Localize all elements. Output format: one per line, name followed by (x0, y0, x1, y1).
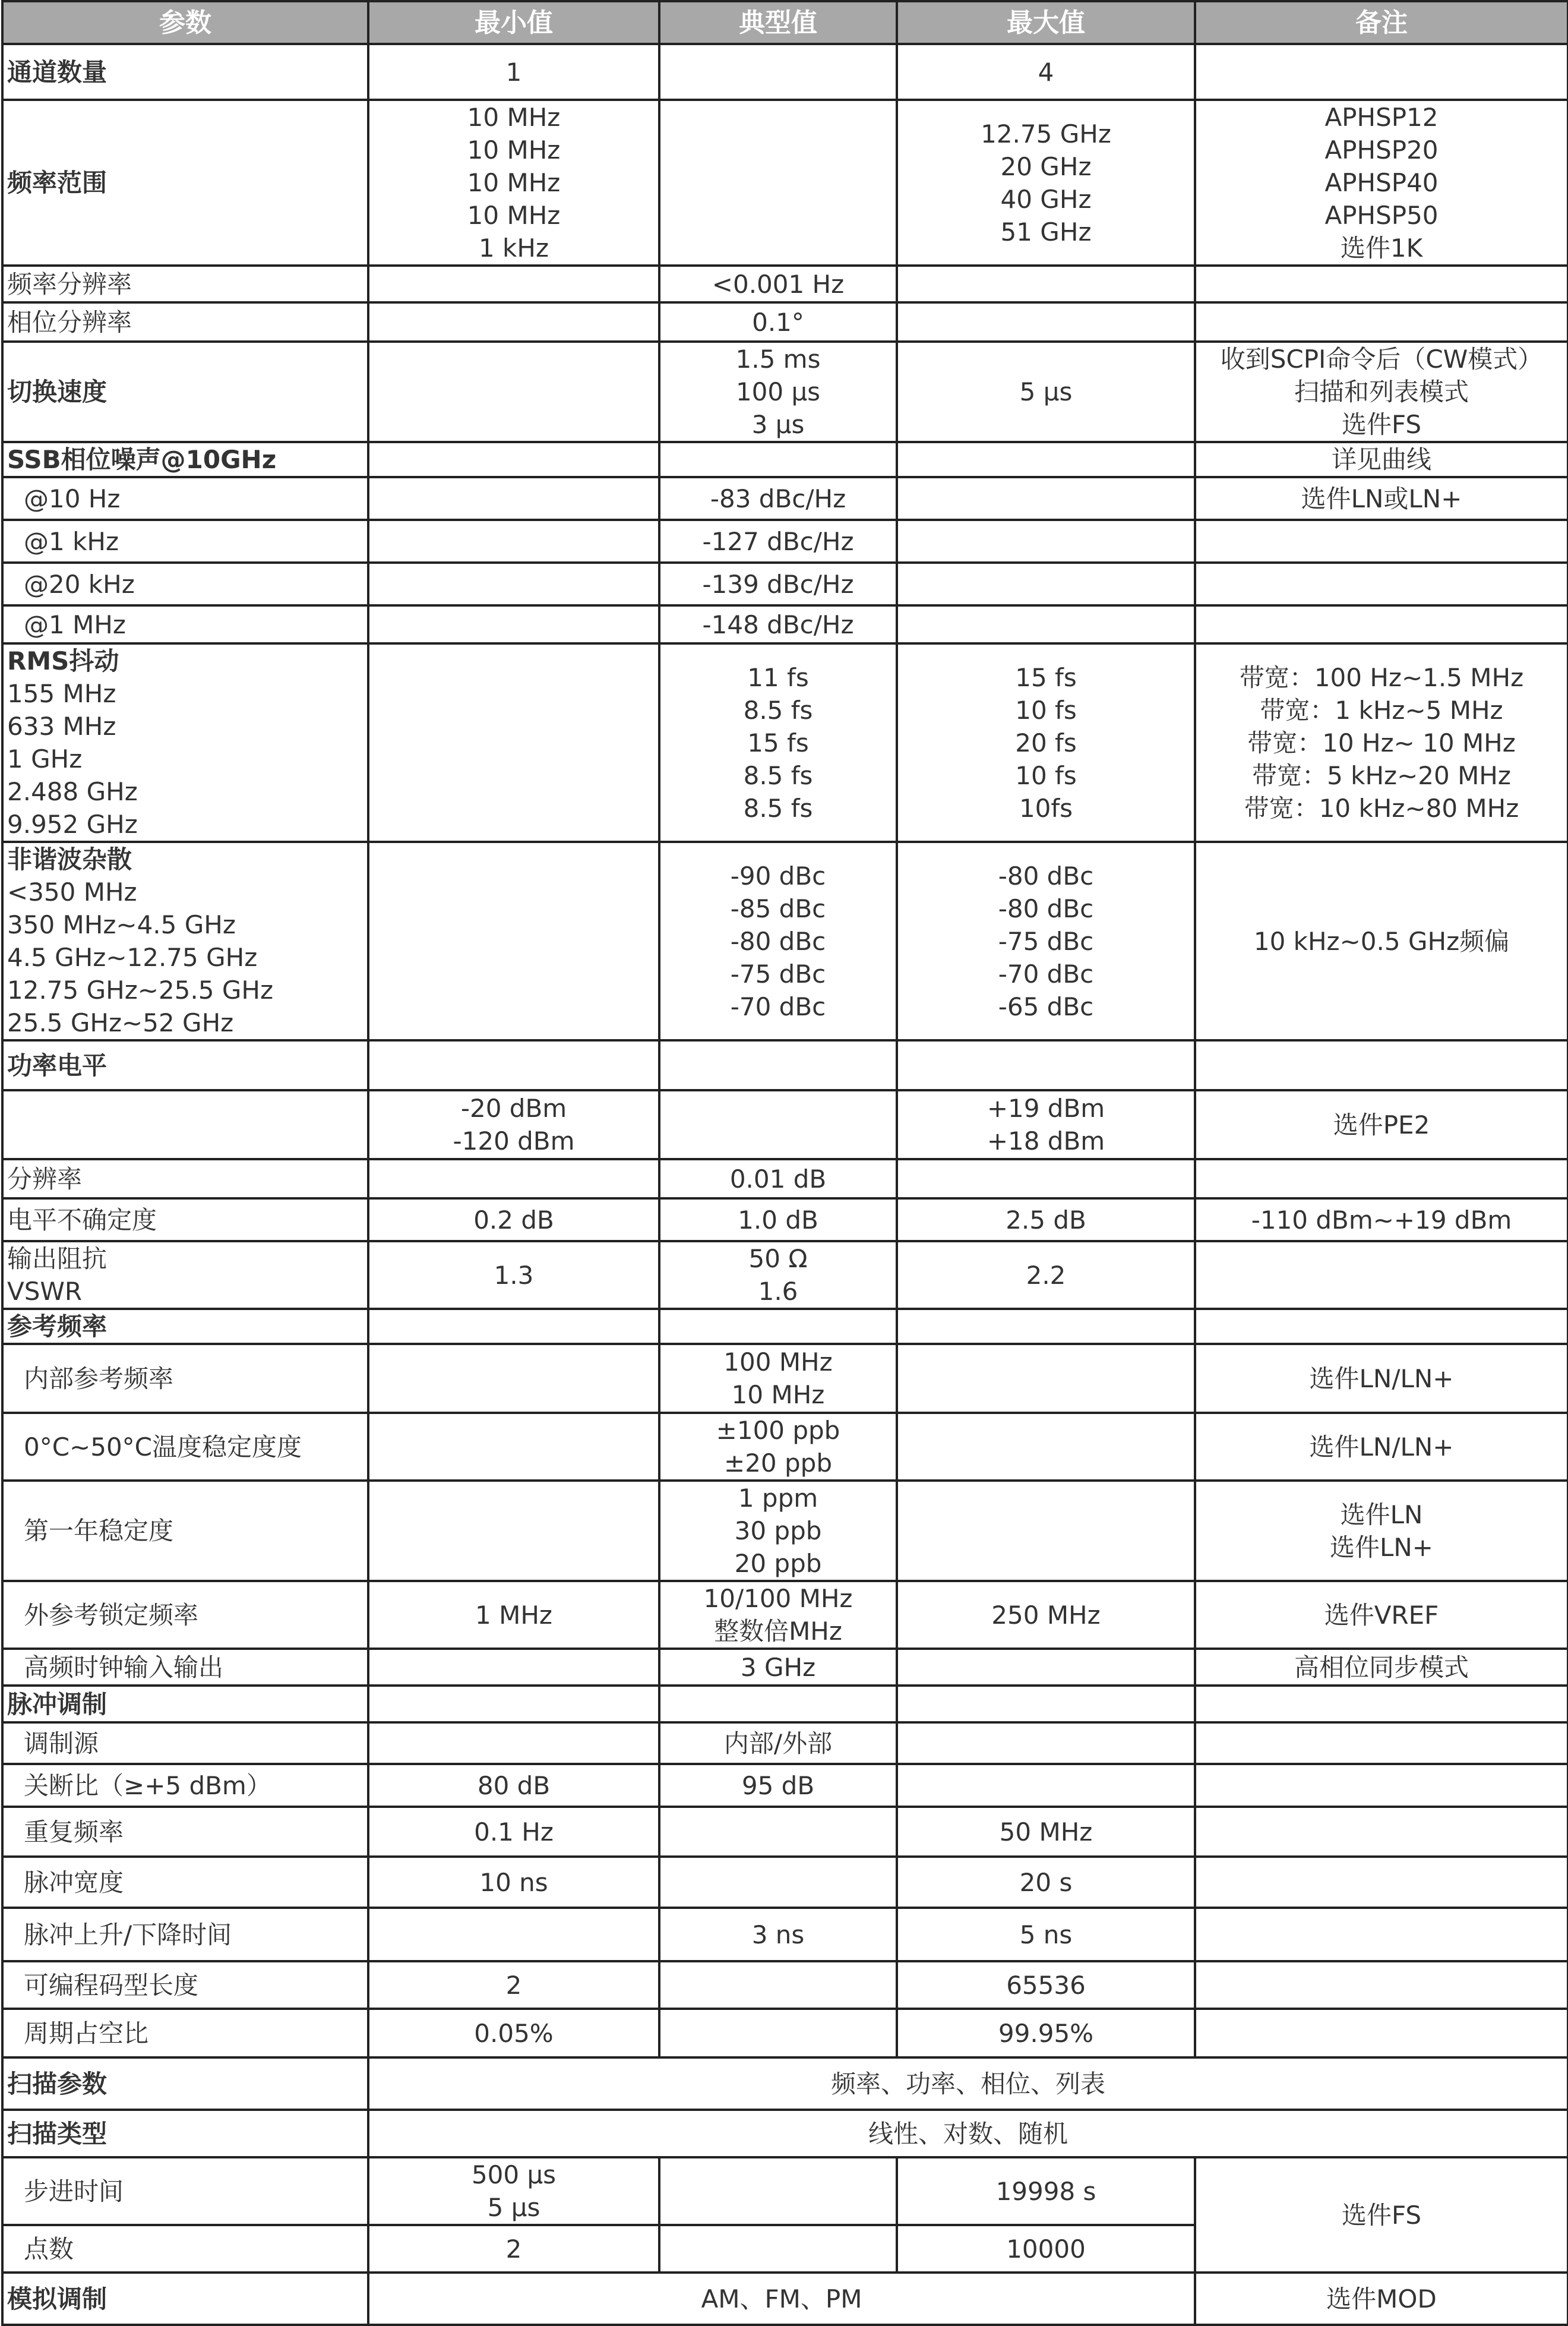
table-row (2, 1764, 1568, 1807)
min-cell (368, 1413, 659, 1481)
max-cell (897, 442, 1195, 477)
max-cell (897, 563, 1195, 605)
note-cell: 选件MOD (1195, 2273, 1568, 2325)
param-cell: 功率电平 (2, 1040, 368, 1090)
table-row (2, 442, 1568, 477)
table-row (2, 1857, 1568, 1908)
param-cell: 模拟调制 (2, 2273, 368, 2325)
min-cell: 500 μs 5 μs (368, 2157, 659, 2225)
header-row (2, 1, 1568, 44)
param-cell: 重复频率 (2, 1807, 368, 1857)
max-cell: 99.95% (897, 2009, 1195, 2057)
table-row (2, 1159, 1568, 1198)
table-row (2, 1961, 1568, 2009)
param-cell: 内部参考频率 (2, 1344, 368, 1413)
note-cell (1195, 1807, 1568, 1857)
max-cell: 2.5 dB (897, 1198, 1195, 1241)
typ-cell: 0.01 dB (659, 1159, 897, 1198)
min-cell (368, 643, 659, 842)
typ-cell: <0.001 Hz (659, 266, 897, 302)
header-param: 参数 (2, 1, 368, 44)
typ-cell (659, 2225, 897, 2273)
min-cell (368, 1908, 659, 1961)
param-cell: 脉冲宽度 (2, 1857, 368, 1908)
table-row (2, 1481, 1568, 1581)
max-cell: 5 μs (897, 342, 1195, 442)
max-cell (897, 1686, 1195, 1722)
min-cell: 10 MHz 10 MHz 10 MHz 10 MHz 1 kHz (368, 100, 659, 266)
typ-cell (659, 2009, 897, 2057)
note-cell (1195, 1159, 1568, 1198)
table-row (2, 2157, 1568, 2225)
header-min: 最小值 (368, 1, 659, 44)
typ-cell: 1.5 ms 100 μs 3 μs (659, 342, 897, 442)
max-cell: 65536 (897, 1961, 1195, 2009)
param-cell: 分辨率 (2, 1159, 368, 1198)
param-cell: 关断比（≥+5 dBm） (2, 1764, 368, 1807)
table-row (2, 1908, 1568, 1961)
note-cell (1195, 2009, 1568, 2057)
param-cell: 切换速度 (2, 342, 368, 442)
table-row (2, 2057, 1568, 2110)
span-value-cell: 频率、功率、相位、列表 (368, 2057, 1568, 2110)
typ-cell (659, 442, 897, 477)
param-cell (2, 1090, 368, 1159)
max-cell (897, 1040, 1195, 1090)
param-cell: @10 Hz (2, 477, 368, 520)
header-max: 最大值 (897, 1, 1195, 44)
table-row (2, 1807, 1568, 1857)
max-cell (897, 1344, 1195, 1413)
typ-cell: -127 dBc/Hz (659, 520, 897, 563)
note-cell (1195, 44, 1568, 100)
table-row (2, 643, 1568, 842)
max-cell (897, 302, 1195, 342)
param-cell (2, 842, 368, 1040)
typ-cell: -139 dBc/Hz (659, 563, 897, 605)
max-cell: 10000 (897, 2225, 1195, 2273)
typ-cell: ±100 ppb ±20 ppb (659, 1413, 897, 1481)
param-cell: @1 MHz (2, 605, 368, 643)
note-cell (1195, 1908, 1568, 1961)
min-cell: 2 (368, 1961, 659, 2009)
max-cell: -80 dBc -80 dBc -75 dBc -70 dBc -65 dBc (897, 842, 1195, 1040)
typ-cell: 1 ppm 30 ppb 20 ppb (659, 1481, 897, 1581)
note-cell: 高相位同步模式 (1195, 1649, 1568, 1686)
min-cell (368, 563, 659, 605)
min-cell (368, 605, 659, 643)
param-cell: @20 kHz (2, 563, 368, 605)
param-group-title: RMS抖动 (7, 646, 119, 676)
param-cell: 调制源 (2, 1722, 368, 1764)
table-row (2, 1649, 1568, 1686)
table-row (2, 2273, 1568, 2325)
table-row (2, 1241, 1568, 1309)
max-cell (897, 1413, 1195, 1481)
min-cell (368, 442, 659, 477)
span-value-cell: 线性、对数、随机 (368, 2110, 1568, 2157)
typ-cell (659, 1857, 897, 1908)
note-cell (1195, 266, 1568, 302)
typ-cell: 10/100 MHz 整数倍MHz (659, 1581, 897, 1649)
min-cell (368, 477, 659, 520)
typ-cell (659, 1807, 897, 1857)
table-row (2, 520, 1568, 563)
param-cell: 电平不确定度 (2, 1198, 368, 1241)
param-cell: 0°C~50°C温度稳定度度 (2, 1413, 368, 1481)
typ-cell: 11 fs 8.5 fs 15 fs 8.5 fs 8.5 fs (659, 643, 897, 842)
max-cell: 5 ns (897, 1908, 1195, 1961)
param-cell: 频率分辨率 (2, 266, 368, 302)
max-cell (897, 1309, 1195, 1344)
min-cell: 1 (368, 44, 659, 100)
param-sub-list: <350 MHz 350 MHz~4.5 GHz 4.5 GHz~12.75 GHz 12.75 GHz~25.5 GHz 25.5 GHz~52 GHz (7, 878, 273, 1037)
min-cell (368, 1309, 659, 1344)
max-cell (897, 1159, 1195, 1198)
note-cell: -110 dBm~+19 dBm (1195, 1198, 1568, 1241)
table-row (2, 1090, 1568, 1159)
min-cell: 1 MHz (368, 1581, 659, 1649)
min-cell (368, 342, 659, 442)
note-cell: 收到SCPI命令后（CW模式） 扫描和列表模式 选件FS (1195, 342, 1568, 442)
param-cell: SSB相位噪声@10GHz (2, 442, 368, 477)
typ-cell (659, 44, 897, 100)
table-row (2, 1198, 1568, 1241)
min-cell (368, 302, 659, 342)
note-cell: 选件FS (1195, 2157, 1568, 2273)
note-cell (1195, 1686, 1568, 1722)
min-cell: -20 dBm -120 dBm (368, 1090, 659, 1159)
table-row (2, 44, 1568, 100)
typ-cell (659, 1090, 897, 1159)
max-cell (897, 477, 1195, 520)
table-row (2, 1581, 1568, 1649)
typ-cell (659, 1686, 897, 1722)
typ-cell (659, 2157, 897, 2225)
note-cell: 选件PE2 (1195, 1090, 1568, 1159)
min-cell (368, 842, 659, 1040)
note-cell (1195, 520, 1568, 563)
typ-cell: 95 dB (659, 1764, 897, 1807)
min-cell (368, 1649, 659, 1686)
typ-cell (659, 1040, 897, 1090)
table-row (2, 266, 1568, 302)
table-row (2, 605, 1568, 643)
typ-cell: -148 dBc/Hz (659, 605, 897, 643)
typ-cell: 50 Ω 1.6 (659, 1241, 897, 1309)
param-sub-list: 155 MHz 633 MHz 1 GHz 2.488 GHz 9.952 GHz (7, 679, 138, 839)
param-cell: 扫描参数 (2, 2057, 368, 2110)
note-cell (1195, 1040, 1568, 1090)
note-cell (1195, 605, 1568, 643)
min-cell (368, 520, 659, 563)
max-cell: 50 MHz (897, 1807, 1195, 1857)
note-cell: 10 kHz~0.5 GHz频偏 (1195, 842, 1568, 1040)
max-cell: 4 (897, 44, 1195, 100)
table-row (2, 563, 1568, 605)
max-cell (897, 1649, 1195, 1686)
table-row (2, 1413, 1568, 1481)
min-cell (368, 1686, 659, 1722)
note-cell: APHSP12 APHSP20 APHSP40 APHSP50 选件1K (1195, 100, 1568, 266)
header-note: 备注 (1195, 1, 1568, 44)
note-cell (1195, 1764, 1568, 1807)
param-cell: 脉冲调制 (2, 1686, 368, 1722)
note-cell: 选件LN/LN+ (1195, 1344, 1568, 1413)
param-cell: @1 kHz (2, 520, 368, 563)
max-cell (897, 1722, 1195, 1764)
note-cell (1195, 1961, 1568, 2009)
table-row (2, 302, 1568, 342)
param-group-title: 非谐波杂散 (7, 845, 132, 874)
typ-cell (659, 1309, 897, 1344)
table-row (2, 477, 1568, 520)
table-row (2, 2009, 1568, 2057)
param-cell: 周期占空比 (2, 2009, 368, 2057)
typ-cell: 1.0 dB (659, 1198, 897, 1241)
max-cell: 20 s (897, 1857, 1195, 1908)
param-cell: 参考频率 (2, 1309, 368, 1344)
max-cell (897, 266, 1195, 302)
typ-cell: -83 dBc/Hz (659, 477, 897, 520)
max-cell: 15 fs 10 fs 20 fs 10 fs 10fs (897, 643, 1195, 842)
table-row (2, 2110, 1568, 2157)
max-cell (897, 1764, 1195, 1807)
min-cell (368, 1481, 659, 1581)
min-cell: 2 (368, 2225, 659, 2273)
typ-cell: 3 ns (659, 1908, 897, 1961)
param-cell: 脉冲上升/下降时间 (2, 1908, 368, 1961)
max-cell: 12.75 GHz 20 GHz 40 GHz 51 GHz (897, 100, 1195, 266)
note-cell (1195, 1241, 1568, 1309)
min-cell: 10 ns (368, 1857, 659, 1908)
header-typ: 典型值 (659, 1, 897, 44)
typ-cell: 0.1° (659, 302, 897, 342)
typ-cell: 内部/外部 (659, 1722, 897, 1764)
max-cell (897, 605, 1195, 643)
table-row (2, 1040, 1568, 1090)
typ-cell: 3 GHz (659, 1649, 897, 1686)
spec-table-body (2, 44, 1568, 2325)
min-cell: 1.3 (368, 1241, 659, 1309)
table-row (2, 1344, 1568, 1413)
spec-table (1, 0, 1568, 2326)
note-cell: 选件LN 选件LN+ (1195, 1481, 1568, 1581)
max-cell (897, 520, 1195, 563)
min-cell: 80 dB (368, 1764, 659, 1807)
param-cell: 输出阻抗 VSWR (2, 1241, 368, 1309)
min-cell (368, 266, 659, 302)
param-cell: 通道数量 (2, 44, 368, 100)
param-cell: 点数 (2, 2225, 368, 2273)
param-cell: 高频时钟输入输出 (2, 1649, 368, 1686)
note-cell (1195, 1857, 1568, 1908)
note-cell (1195, 1309, 1568, 1344)
note-cell: 选件LN或LN+ (1195, 477, 1568, 520)
param-cell: 扫描类型 (2, 2110, 368, 2157)
note-cell: 带宽：100 Hz~1.5 MHz 带宽：1 kHz~5 MHz 带宽：10 Hz~ 10 MHz 带宽：5 kHz~20 MHz 带宽：10 kHz~80 MHz (1195, 643, 1568, 842)
min-cell (368, 1040, 659, 1090)
note-cell (1195, 1722, 1568, 1764)
table-row (2, 100, 1568, 266)
note-cell (1195, 302, 1568, 342)
max-cell: 250 MHz (897, 1581, 1195, 1649)
min-cell (368, 1722, 659, 1764)
min-cell: 0.2 dB (368, 1198, 659, 1241)
typ-cell: -90 dBc -85 dBc -80 dBc -75 dBc -70 dBc (659, 842, 897, 1040)
typ-cell: 100 MHz 10 MHz (659, 1344, 897, 1413)
param-cell (2, 643, 368, 842)
param-cell: 可编程码型长度 (2, 1961, 368, 2009)
table-row (2, 342, 1568, 442)
max-cell: 19998 s (897, 2157, 1195, 2225)
span-value-cell: AM、FM、PM (368, 2273, 1195, 2325)
max-cell: +19 dBm +18 dBm (897, 1090, 1195, 1159)
typ-cell (659, 100, 897, 266)
max-cell (897, 1481, 1195, 1581)
min-cell (368, 1344, 659, 1413)
table-row (2, 1686, 1568, 1722)
typ-cell (659, 1961, 897, 2009)
note-cell: 详见曲线 (1195, 442, 1568, 477)
min-cell: 0.05% (368, 2009, 659, 2057)
param-cell: 第一年稳定度 (2, 1481, 368, 1581)
table-row (2, 1722, 1568, 1764)
note-cell (1195, 563, 1568, 605)
param-cell: 步进时间 (2, 2157, 368, 2225)
table-row (2, 1309, 1568, 1344)
param-cell: 相位分辨率 (2, 302, 368, 342)
min-cell: 0.1 Hz (368, 1807, 659, 1857)
min-cell (368, 1159, 659, 1198)
note-cell: 选件VREF (1195, 1581, 1568, 1649)
param-cell: 频率范围 (2, 100, 368, 266)
max-cell: 2.2 (897, 1241, 1195, 1309)
table-row (2, 842, 1568, 1040)
param-cell: 外参考锁定频率 (2, 1581, 368, 1649)
note-cell: 选件LN/LN+ (1195, 1413, 1568, 1481)
